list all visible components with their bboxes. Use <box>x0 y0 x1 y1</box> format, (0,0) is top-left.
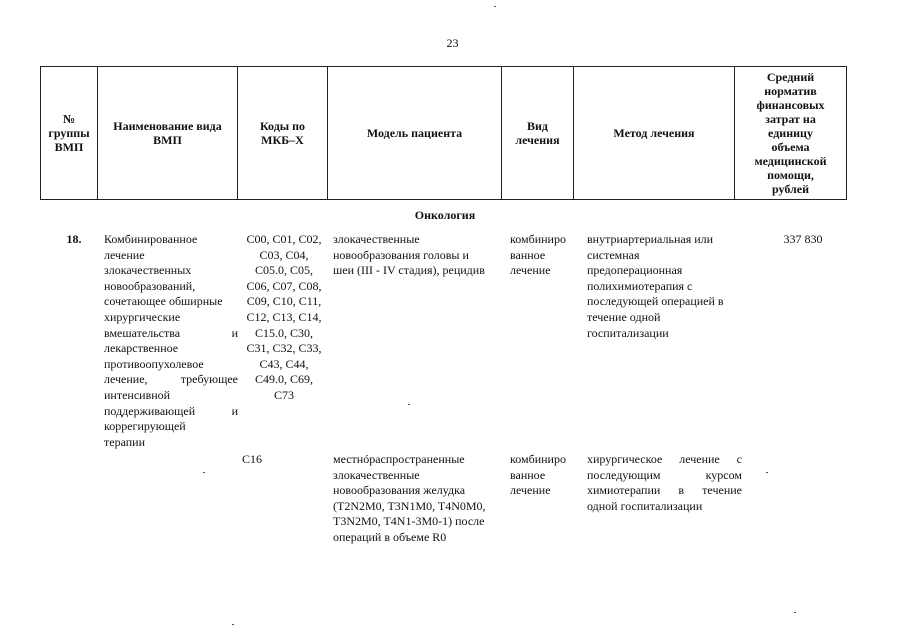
section-title: Онкология <box>414 208 476 222</box>
vmp-name: Комбинированное лечение злокачественных новообразований, сочетающее обширные хирургические вмешательства и лекарственное противоопухолевое лечение, требующее интенсивной поддерживающей и коррегирующей терапии <box>104 232 238 449</box>
icd-codes-2: C16 <box>242 452 263 466</box>
scan-speck <box>766 472 768 473</box>
treatment-type: комбиниро ванное лечение <box>510 232 566 278</box>
header-group-number: № группы ВМП <box>41 67 98 200</box>
scan-speck <box>794 612 796 613</box>
treatment-type-2: комбиниро ванное лечение <box>510 452 566 498</box>
average-cost: 337 830 <box>783 232 823 246</box>
header-treatment-method: Метод лечения <box>574 67 735 200</box>
header-icd-codes: Коды по МКБ–Х <box>238 67 328 200</box>
scan-speck <box>203 472 205 473</box>
header-treatment-type: Вид лечения <box>502 67 574 200</box>
scan-speck <box>494 6 496 7</box>
scan-speck <box>408 404 410 405</box>
scan-speck <box>232 624 234 625</box>
icd-codes: C00, C01, C02, C03, C04, C05.0, C05, C06, C07, C08, C09, C10, C11, C12, C13, C14, C15.0, C30, C31, C32, C33, C43, C44, C49.0, C69, C73 <box>246 232 322 402</box>
header-patient-model: Модель пациента <box>328 67 502 200</box>
patient-model: злокачественные новообразования головы и шеи (III - IV стадия), рецидив <box>333 232 485 278</box>
treatment-method: внутриартериальная или системная предоперационная полихимиотерапия с последующей операцией в течение одной госпитализации <box>587 232 724 340</box>
header-vmp-name: Наименование вида ВМП <box>98 67 238 200</box>
row-number: 18. <box>66 232 82 246</box>
patient-model-2: местнóраспространенные злокачественные новообразования желудка (T2N2M0, T3N1M0, T4N0M0, T3N2M0, T4N1-3M0-1) после операций в объеме R0 <box>333 452 486 544</box>
header-table <box>40 66 847 200</box>
treatment-method-2: хирургическое лечение с последующим курсом химиотерапии в течение одной госпитализации <box>587 452 742 513</box>
page-number: 23 <box>446 36 459 50</box>
header-average-cost: Средний норматив финансовых затрат на единицу объема медицинской помощи, рублей <box>735 67 847 200</box>
